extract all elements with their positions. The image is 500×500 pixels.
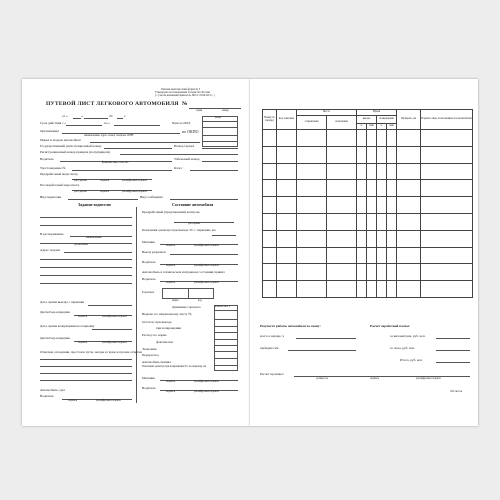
trip-cell[interactable]	[357, 180, 367, 197]
trip-cell[interactable]	[377, 281, 387, 298]
trip-cell[interactable]	[277, 230, 297, 247]
trip-cell[interactable]	[263, 163, 277, 180]
premed-label: Предрейсовый медосмотр	[40, 172, 78, 176]
trip-cell[interactable]	[327, 213, 357, 230]
driver-sign-label-3: Водитель	[142, 386, 156, 390]
trip-cell[interactable]	[387, 197, 397, 214]
mechanic-label-2: Механик	[142, 376, 155, 380]
trips-table: Номер по порядку Код заказчика Место Время Пройдено, км Подпись лица, пользовавшегося автомобилем отправления назначения выезда возвращения ч. мин ч. мин	[262, 109, 473, 298]
fuel-economy: Экономия	[142, 347, 157, 351]
trip-row	[263, 163, 473, 180]
garage-number-label: Номер гаража	[174, 144, 195, 148]
form-ref-1: Типовая межотраслевая форма № 3	[161, 88, 201, 91]
form-ref-2: Утверждена постановлением Госкомстата России	[155, 91, 210, 94]
trip-cell[interactable]	[397, 247, 421, 264]
trip-cell[interactable]	[277, 281, 297, 298]
trip-cell[interactable]	[377, 213, 387, 230]
trip-cell[interactable]	[421, 247, 473, 264]
trip-cell[interactable]	[327, 247, 357, 264]
trip-cell[interactable]	[327, 130, 357, 147]
trip-cell[interactable]	[421, 230, 473, 247]
driver-label: Водитель	[40, 157, 54, 161]
fuel-issued: Выдано по заправочному листу №	[142, 312, 192, 316]
transport-label: Вид перевозки	[40, 195, 62, 199]
trip-cell[interactable]	[357, 264, 367, 281]
trip-cell[interactable]	[277, 163, 297, 180]
trip-cell[interactable]	[327, 230, 357, 247]
trip-cell[interactable]	[357, 213, 367, 230]
right-page: Номер по порядку Код заказчика Место Время Пройдено, км Подпись лица, пользовавшегося автомобилем отправления назначения выезда возвращения ч. мин ч. мин Результат работы автомобиля за смену: Расчет заработной платы: всего в наряде, ч пройдено км за километраж, руб. коп. за часы, руб. коп. Итого, руб. коп. Расчет произвел должность подпись расшифровка подписи 100 листов	[250, 79, 478, 426]
trip-cell[interactable]	[357, 230, 367, 247]
trip-cell[interactable]	[297, 264, 327, 281]
tab-number-label: Табельный номер	[174, 157, 200, 161]
car-make-label: Марка и модель автомобиля	[40, 138, 81, 142]
trip-cell[interactable]	[263, 197, 277, 214]
trip-cell[interactable]	[421, 163, 473, 180]
trip-cell[interactable]	[357, 130, 367, 147]
fuel-rest-out: Остаток: при выезде	[142, 320, 172, 324]
trip-row	[263, 213, 473, 230]
trailer-label: Регистрационный номер прицепа (полуприцепа)	[40, 150, 111, 154]
trip-cell[interactable]	[377, 230, 387, 247]
trip-cell[interactable]	[327, 281, 357, 298]
trip-cell[interactable]	[357, 281, 367, 298]
trip-cell[interactable]	[263, 130, 277, 147]
trip-cell[interactable]	[277, 146, 297, 163]
trip-cell[interactable]	[357, 163, 367, 180]
left-page: Типовая межотраслевая форма № 3 Утверждена постановлением Госкомстата России ( с учетом изменений приказа № 368 от 18.09.2015 г. ) ПУТЕВОЙ ЛИСТ ЛЕГКОВОГО АВТОМОБИЛЯ № серия номер от « » 20 г. Срок действия с « по « Коды Форма по ОКУД по ОКПО Организация наименование, адрес, номер телефона ОГРН Марка и модель автомобиля Государственный регистрационный номер Номер гаража Регистрационный номер прицепа (полуприцепа) Водитель фамилия, имя, отчество Табельный номер Удостоверение № Класс Предрейсовый медосмотр дата, время подпись расшифровка подписи Послерейсовый медосмотр дата, время подпись расшифровка подписи Вид перевозки Вид сообщения Задание водителю Состояние автомобиля Предрейсовый (предсменный) контроль дата время Показания одометра при выезде ТС с парковки, км Механик подпись расшифровка подписи Выезд разрешен Водитель подпись расшифровка подписи Автомобиль в техническом исправном состоянии принял Водитель подпись расшифровка подписи Горючее марка код Движение горючего количество, л Выдано по заправочному листу № Остаток: при выезде при возвращении Расход: по норме фактически Экономия Перерасход Автомобиль принял Показания одометра при возвращении ТС на парковку, км Механик подпись расшифровка подписи Водитель подпись расшифровка подписи В распоряжение наименование организации Адрес подачи Дата, время выезда с парковки Диспетчер-нарядчик подпись расшифровка подписи Дата, время возвращения на парковку Диспетчер-нарядчик подпись расшифровка подписи Отметки, опоздания, простои в пути, заезды в гараж и прочие отметки Автомобиль сдал Водитель подпись расшифровка подписи	[22, 79, 250, 426]
trip-cell[interactable]	[277, 213, 297, 230]
trip-cell[interactable]	[327, 197, 357, 214]
trip-row	[263, 230, 473, 247]
form-ref-3: ( с учетом изменений приказа № 368 от 18.09.2015 г. )	[155, 94, 215, 97]
trip-cell[interactable]	[377, 264, 387, 281]
trip-cell[interactable]	[367, 281, 377, 298]
dispatcher-out-label: Дата, время выезда с парковки	[40, 300, 85, 304]
trip-cell[interactable]	[367, 163, 377, 180]
document-title: ПУТЕВОЙ ЛИСТ ЛЕГКОВОГО АВТОМОБИЛЯ	[46, 101, 179, 107]
trip-cell[interactable]	[397, 281, 421, 298]
trip-row	[263, 247, 473, 264]
trip-cell[interactable]	[421, 281, 473, 298]
dispatcher-in-label: Дата, время возвращения на парковку	[40, 324, 95, 328]
trip-cell[interactable]	[387, 130, 397, 147]
number-caption: номер	[222, 109, 229, 112]
car-state-header: Состояние автомобиля	[172, 202, 214, 207]
trip-cell[interactable]	[421, 146, 473, 163]
fuel-norm: Расход: по норме	[142, 333, 167, 337]
trip-cell[interactable]	[277, 197, 297, 214]
trip-cell[interactable]	[297, 247, 327, 264]
driver-sign-label: Водитель	[142, 260, 156, 264]
date-from-label: от «	[62, 114, 68, 118]
col-place-from: отправления	[297, 116, 327, 130]
reg-number-label: Государственный регистрационный номер	[40, 144, 102, 148]
trip-cell[interactable]	[357, 197, 367, 214]
fuel-label: Горючее	[142, 290, 155, 294]
address-label: Адрес подачи	[40, 248, 60, 252]
trip-cell[interactable]	[377, 146, 387, 163]
trip-row	[263, 146, 473, 163]
trip-cell[interactable]	[297, 230, 327, 247]
trip-cell[interactable]	[387, 163, 397, 180]
results-hours: всего в наряде, ч	[260, 334, 285, 338]
driver-sign-label-4: Водитель	[40, 394, 54, 398]
trip-cell[interactable]	[421, 197, 473, 214]
trip-cell[interactable]	[277, 247, 297, 264]
col-time-return: возвращения	[377, 116, 397, 124]
return-label: Автомобиль сдал	[40, 388, 65, 392]
trip-cell[interactable]	[327, 146, 357, 163]
technical-label: Автомобиль в техническом исправном состоянии принял	[142, 270, 225, 274]
trip-cell[interactable]	[277, 264, 297, 281]
prereis-label: Предрейсовый (предсменный) контроль	[142, 210, 200, 214]
trip-row	[263, 180, 473, 197]
dispatcher-label: Диспетчер-нарядчик	[40, 310, 70, 314]
trip-cell[interactable]	[397, 197, 421, 214]
task-header: Задание водителю	[78, 202, 111, 207]
col-signature: Подпись лица, пользовавшегося автомобилем	[421, 110, 473, 130]
results-header: Результат работы автомобиля за смену:	[260, 324, 321, 328]
fuel-rest-in: при возвращении	[156, 326, 182, 330]
trip-cell[interactable]	[387, 230, 397, 247]
trip-cell[interactable]	[387, 264, 397, 281]
trip-cell[interactable]	[327, 180, 357, 197]
trip-cell[interactable]	[357, 247, 367, 264]
col-order-no: Номер по порядку	[263, 110, 277, 130]
trip-row	[263, 264, 473, 281]
calc-label: Расчет произвел	[260, 372, 284, 376]
results-km: пройдено км	[260, 346, 279, 350]
trip-cell[interactable]	[357, 146, 367, 163]
trip-row	[263, 281, 473, 298]
trip-cell[interactable]	[397, 163, 421, 180]
odometer-out-label: Показания одометра при выезде ТС с парковки, км	[142, 228, 216, 232]
trip-cell[interactable]	[377, 130, 387, 147]
trip-cell[interactable]	[263, 281, 277, 298]
trip-cell[interactable]	[421, 264, 473, 281]
message-label: Вид сообщения	[140, 195, 163, 199]
trip-cell[interactable]	[263, 146, 277, 163]
col-distance: Пройдено, км	[397, 110, 421, 130]
fuel-fact: фактически	[156, 340, 173, 344]
fuel-movement: Движение горючего	[172, 305, 201, 309]
trip-cell[interactable]	[367, 213, 377, 230]
trip-cell[interactable]	[421, 213, 473, 230]
trip-cell[interactable]	[263, 264, 277, 281]
trip-cell[interactable]	[367, 264, 377, 281]
fuel-received-cond: Показания одометра при возвращении ТС на парковку, км	[142, 365, 207, 368]
trip-cell[interactable]	[367, 146, 377, 163]
col-client-code: Код заказчика	[277, 110, 297, 130]
trip-cell[interactable]	[387, 146, 397, 163]
trip-cell[interactable]	[297, 180, 327, 197]
trip-cell[interactable]	[297, 197, 327, 214]
trip-cell[interactable]	[263, 180, 277, 197]
trip-cell[interactable]	[297, 130, 327, 147]
trip-cell[interactable]	[387, 213, 397, 230]
trip-cell[interactable]	[297, 163, 327, 180]
validity-label: Срок действия с «	[40, 121, 67, 125]
class-label: Класс	[174, 166, 183, 170]
trip-cell[interactable]	[263, 230, 277, 247]
trip-cell[interactable]	[397, 264, 421, 281]
salary-total: Итого, руб. коп.	[400, 358, 423, 362]
trip-cell[interactable]	[367, 197, 377, 214]
trip-cell[interactable]	[387, 281, 397, 298]
col-place-to: назначения	[327, 116, 357, 130]
col-time: Время	[357, 110, 397, 116]
trip-cell[interactable]	[263, 247, 277, 264]
trip-cell[interactable]	[367, 230, 377, 247]
number-sign: №	[182, 101, 188, 107]
footer-note: 100 листов	[450, 390, 462, 393]
dispatcher-label-2: Диспетчер-нарядчик	[40, 336, 70, 340]
mechanic-label: Механик	[142, 240, 155, 244]
trip-row	[263, 130, 473, 147]
trip-cell[interactable]	[397, 146, 421, 163]
trip-cell[interactable]	[397, 130, 421, 147]
fuel-amount-box	[214, 305, 238, 371]
trip-cell[interactable]	[297, 281, 327, 298]
salary-km: за километраж, руб. коп.	[390, 334, 426, 338]
trip-cell[interactable]	[367, 247, 377, 264]
series-caption: серия	[196, 109, 203, 112]
col-time-out: выезда	[357, 116, 377, 124]
fuel-overrun: Перерасход	[142, 353, 159, 357]
trip-cell[interactable]	[421, 130, 473, 147]
postmed-label: Послерейсовый медосмотр	[40, 183, 80, 187]
trip-cell[interactable]	[377, 247, 387, 264]
trip-cell[interactable]	[327, 163, 357, 180]
trip-cell[interactable]	[397, 180, 421, 197]
salary-hours: за часы, руб. коп.	[390, 346, 415, 350]
trip-cell[interactable]	[277, 130, 297, 147]
trip-cell[interactable]	[377, 180, 387, 197]
driver-sign-label-2: Водитель	[142, 277, 156, 281]
trip-cell[interactable]	[297, 146, 327, 163]
fuel-received: Автомобиль принял	[142, 360, 171, 364]
trip-cell[interactable]	[297, 213, 327, 230]
license-label: Удостоверение №	[40, 166, 66, 170]
notes-label: Отметки, опоздания, простои в пути, заезды в гараж и прочие отметки	[40, 350, 142, 354]
trip-cell[interactable]	[327, 264, 357, 281]
trip-cell[interactable]	[263, 213, 277, 230]
trip-cell[interactable]	[277, 180, 297, 197]
organization-label: Организация	[40, 129, 59, 133]
okpo-label: по ОКПО	[182, 129, 199, 134]
col-place: Место	[297, 110, 357, 116]
trip-cell[interactable]	[397, 230, 421, 247]
trip-cell[interactable]	[387, 180, 397, 197]
exit-allowed-label: Выезд разрешен	[142, 250, 166, 254]
salary-header: Расчет заработной платы:	[370, 324, 411, 328]
trip-cell[interactable]	[387, 247, 397, 264]
trip-cell[interactable]	[377, 197, 387, 214]
disposal-label: В распоряжение	[40, 232, 64, 236]
trip-cell[interactable]	[367, 180, 377, 197]
trip-cell[interactable]	[367, 130, 377, 147]
trip-cell[interactable]	[397, 213, 421, 230]
codes-header: Коды	[215, 116, 221, 119]
trip-cell[interactable]	[377, 163, 387, 180]
trip-row	[263, 197, 473, 214]
trip-cell[interactable]	[421, 180, 473, 197]
okud-label: Форма по ОКУД	[172, 122, 191, 125]
